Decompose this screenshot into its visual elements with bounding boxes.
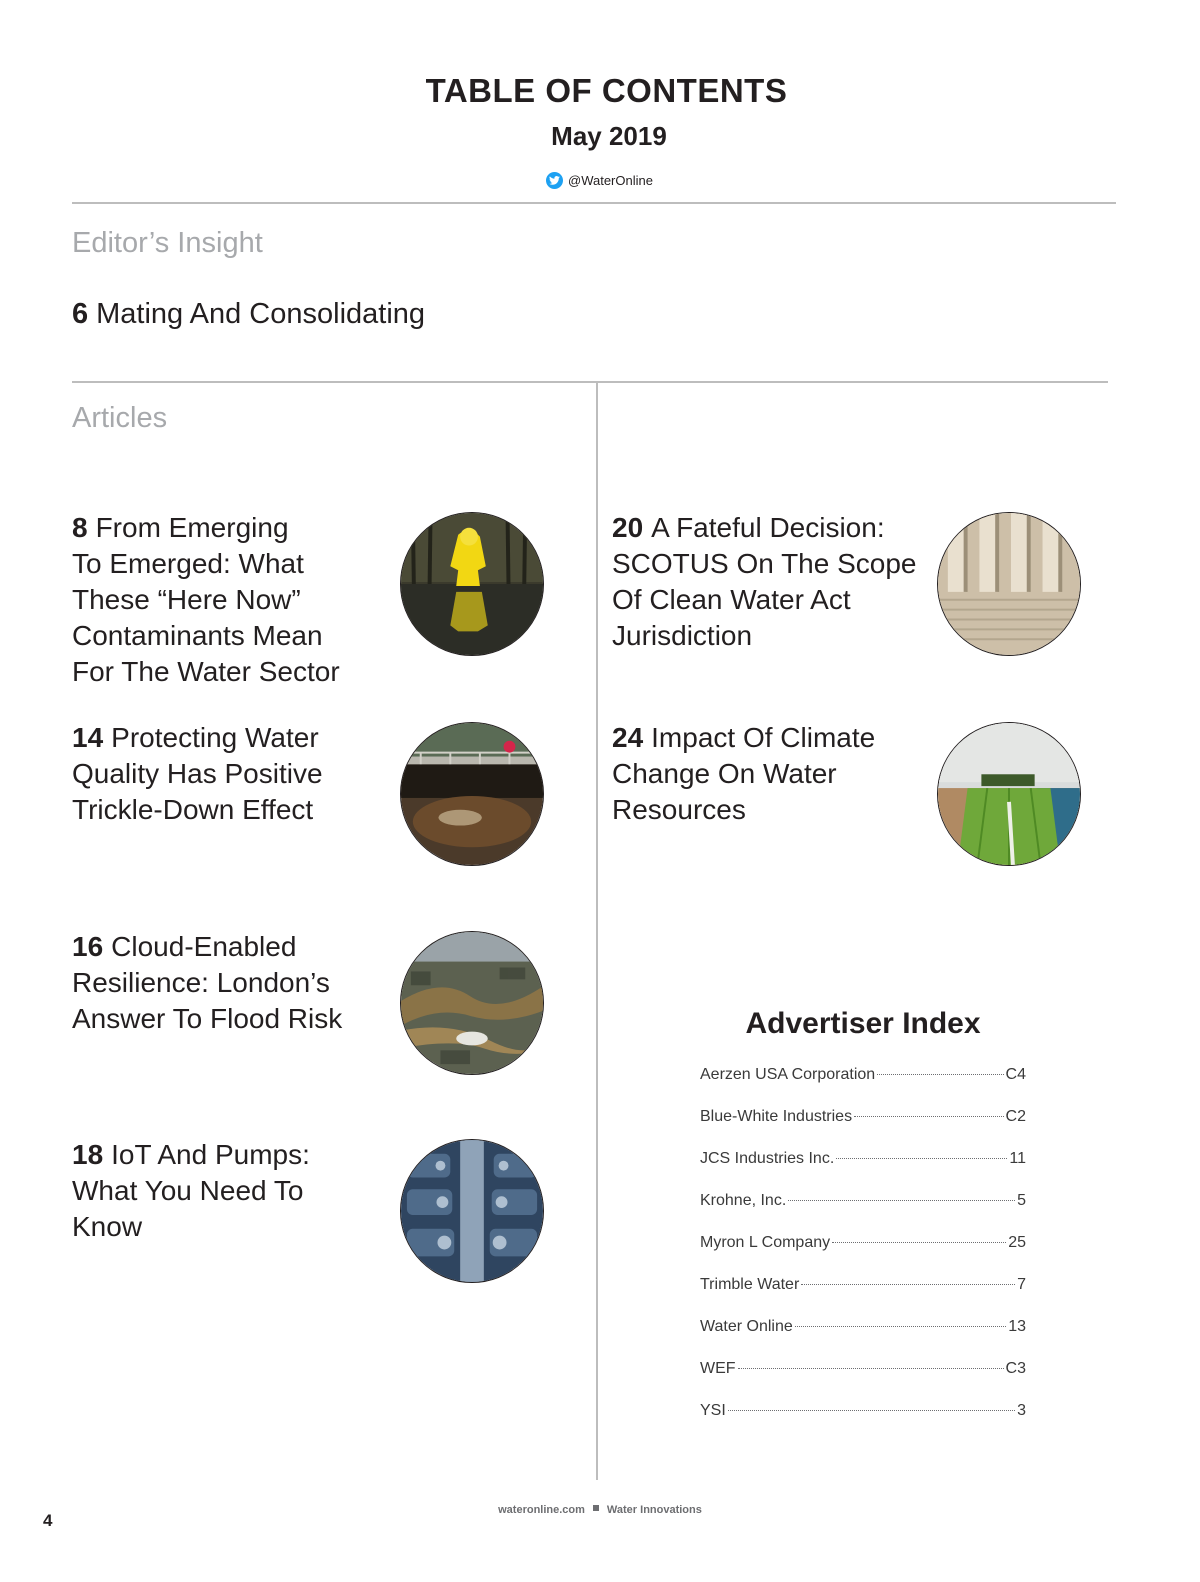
twitter-handle-text: @WaterOnline	[568, 173, 653, 188]
toc-entry-title-line: To Emerged: What	[72, 548, 304, 579]
dot-leader	[854, 1116, 1003, 1117]
advertiser-entry[interactable]	[700, 1234, 1026, 1258]
advertiser-page: C3	[1005, 1360, 1026, 1377]
toc-entry-article[interactable]	[612, 510, 917, 654]
advertiser-name: Blue-White Industries	[700, 1108, 853, 1125]
dot-leader	[801, 1284, 1015, 1285]
dot-leader	[728, 1410, 1015, 1411]
twitter-handle-link[interactable]	[546, 172, 653, 189]
toc-entry-title-line: Resilience: London’s	[72, 967, 330, 998]
toc-entry-title-line: Protecting Water	[111, 722, 319, 753]
toc-entry-title-line: IoT And Pumps:	[111, 1139, 310, 1170]
toc-entry-article[interactable]	[612, 720, 875, 828]
issue-date: May 2019	[551, 121, 667, 151]
article-thumbnail-bridge-stream[interactable]	[400, 722, 544, 866]
advertiser-page: 7	[1017, 1276, 1026, 1293]
article-thumbnail-climate-field[interactable]	[937, 722, 1081, 866]
advertiser-entry[interactable]	[700, 1402, 1026, 1426]
footer-separator	[593, 1505, 599, 1511]
toc-entry-title-line: Contaminants Mean	[72, 620, 323, 651]
toc-entry-title-line: For The Water Sector	[72, 656, 340, 687]
toc-entry-title-line: Resources	[612, 794, 746, 825]
dot-leader	[877, 1074, 1003, 1075]
toc-entry-editors-insight[interactable]	[72, 296, 425, 332]
page-title: TABLE OF CONTENTS	[425, 72, 788, 109]
dot-leader	[795, 1326, 1006, 1327]
advertiser-name: Water Online	[700, 1318, 793, 1335]
advertiser-entry[interactable]	[700, 1066, 1026, 1090]
toc-entry-title-line: Impact Of Climate	[651, 722, 876, 753]
advertiser-entry[interactable]	[700, 1108, 1026, 1132]
editors-insight-label: Editor’s Insight	[72, 227, 263, 259]
advertiser-index-title: Advertiser Index	[745, 1007, 981, 1040]
footer-site-link[interactable]: wateronline.com	[498, 1504, 585, 1516]
dot-leader	[832, 1242, 1006, 1243]
toc-entry-title-line: Trickle-Down Effect	[72, 794, 314, 825]
dot-leader	[738, 1368, 1004, 1369]
advertiser-page: 3	[1017, 1402, 1026, 1419]
article-thumbnail-flooded-city[interactable]	[400, 931, 544, 1075]
advertiser-name: Krohne, Inc.	[700, 1192, 787, 1209]
toc-entry-article[interactable]	[72, 720, 323, 828]
toc-page-number: 6	[72, 298, 89, 330]
advertiser-entry[interactable]	[700, 1318, 1026, 1342]
twitter-icon	[546, 172, 563, 189]
advertiser-page: 11	[1009, 1150, 1026, 1167]
advertiser-page: C2	[1005, 1108, 1026, 1125]
advertiser-name: Myron L Company	[700, 1234, 831, 1251]
footer-publication: Water Innovations	[606, 1504, 702, 1516]
article-thumbnail-pump-room[interactable]	[400, 1139, 544, 1283]
toc-entry-title-line: Know	[72, 1211, 143, 1242]
toc-entry-title-line: These “Here Now”	[72, 584, 301, 615]
toc-entry-title-line: What You Need To	[72, 1175, 304, 1206]
toc-entry-title-line: Answer To Flood Risk	[72, 1003, 343, 1034]
advertiser-name: Aerzen USA Corporation	[700, 1066, 876, 1083]
advertiser-entry[interactable]	[700, 1360, 1026, 1384]
toc-entry-article[interactable]	[72, 929, 342, 1037]
article-thumbnail-courthouse-columns[interactable]	[937, 512, 1081, 656]
toc-page-number: 18	[72, 1139, 104, 1170]
toc-page-number: 24	[612, 722, 644, 753]
toc-entry-title-line: SCOTUS On The Scope	[612, 548, 917, 579]
advertiser-name: YSI	[700, 1402, 726, 1419]
advertiser-entry[interactable]	[700, 1192, 1026, 1216]
toc-entry-title-line: From Emerging	[95, 512, 289, 543]
toc-entry-title-line: Change On Water	[612, 758, 837, 789]
column-divider	[596, 382, 598, 1480]
toc-page-number: 14	[72, 722, 104, 753]
toc-entry-title: Mating And Consolidating	[96, 298, 426, 330]
toc-entry-title-line: Jurisdiction	[612, 620, 753, 651]
toc-entry-article[interactable]	[72, 510, 340, 690]
advertiser-entry[interactable]	[700, 1276, 1026, 1300]
dot-leader	[788, 1200, 1015, 1201]
advertiser-page: 5	[1017, 1192, 1026, 1209]
advertiser-page: C4	[1005, 1066, 1026, 1083]
dot-leader	[836, 1158, 1007, 1159]
articles-label: Articles	[72, 402, 168, 434]
toc-page-number: 16	[72, 931, 104, 962]
header-divider	[72, 202, 1116, 204]
advertiser-entry[interactable]	[700, 1150, 1026, 1174]
section-divider	[72, 381, 1108, 383]
toc-entry-article[interactable]	[72, 1137, 310, 1245]
article-thumbnail-hazmat-worker[interactable]	[400, 512, 544, 656]
page-footer	[0, 1504, 1200, 1516]
toc-page-number: 8	[72, 512, 88, 543]
toc-entry-title-line: Cloud-Enabled	[111, 931, 297, 962]
advertiser-name: Trimble Water	[700, 1276, 800, 1293]
toc-entry-title-line: Of Clean Water Act	[612, 584, 851, 615]
toc-entry-title-line: Quality Has Positive	[72, 758, 323, 789]
advertiser-name: JCS Industries Inc.	[700, 1150, 835, 1167]
page-number: 4	[43, 1511, 53, 1530]
advertiser-name: WEF	[700, 1360, 736, 1377]
advertiser-page: 25	[1008, 1234, 1026, 1251]
advertiser-page: 13	[1008, 1318, 1026, 1335]
toc-entry-title-line: A Fateful Decision:	[651, 512, 885, 543]
toc-page-number: 20	[612, 512, 644, 543]
